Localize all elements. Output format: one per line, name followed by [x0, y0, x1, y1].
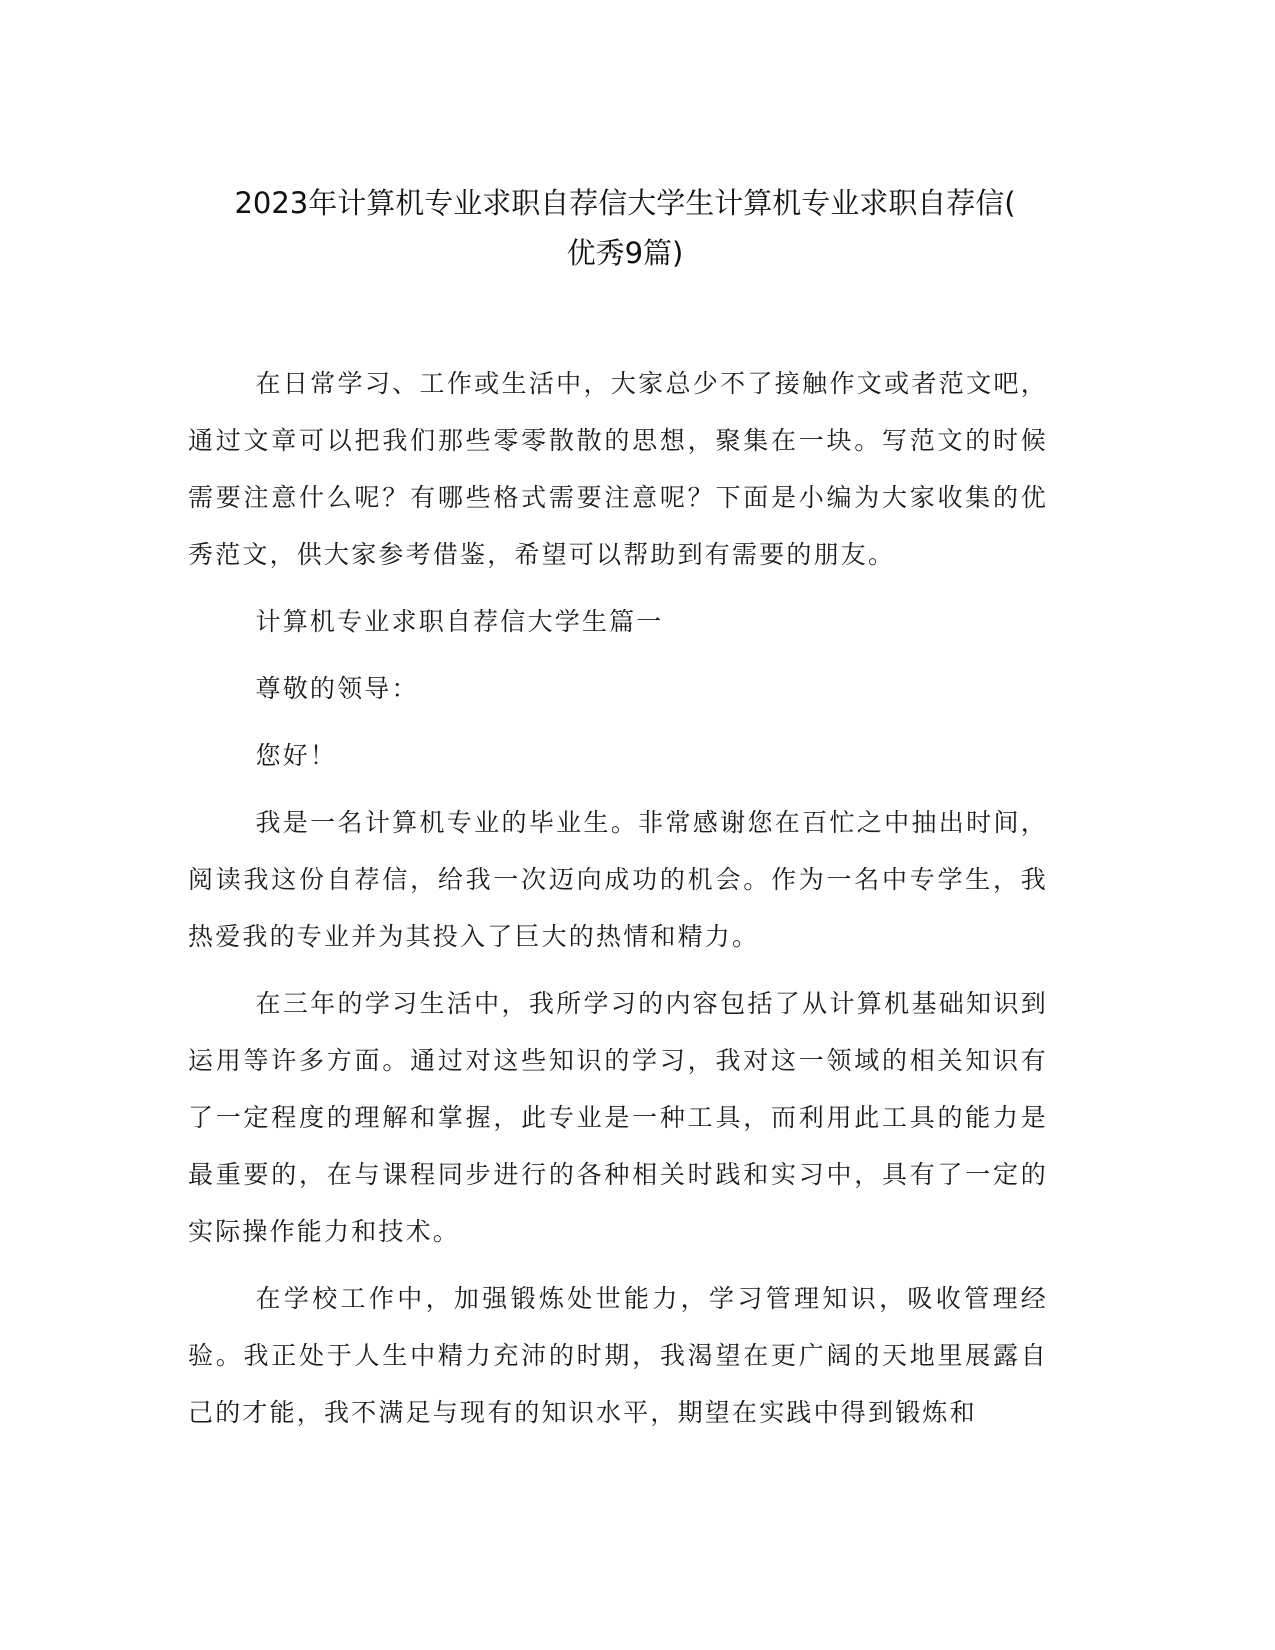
salutation: 尊敬的领导： [255, 674, 419, 703]
paragraph-intro: 在日常学习、工作或生活中，大家总少不了接触作文或者范文吧，通过文章可以把我们那些零零散散的思想，聚集在一块。写范文的时候需要注意什么呢？有哪些格式需要注意呢？下面是小编为大家收集的优秀范文，供大家参考借鉴，希望可以帮助到有需要的朋友。 [188, 369, 1048, 569]
title-line-2: 优秀9篇) [566, 236, 684, 270]
greeting: 您好！ [255, 741, 338, 770]
paragraph-self-intro: 我是一名计算机专业的毕业生。非常感谢您在百忙之中抽出时间，阅读我这份自荐信，给我一次迈向成功的机会。作为一名中专学生，我热爱我的专业并为其投入了巨大的热情和精力。 [188, 808, 1048, 951]
section-heading: 计算机专业求职自荐信大学生篇一 [255, 607, 664, 636]
document-title [180, 178, 1070, 278]
paragraph-work: 在学校工作中，加强锻炼处世能力，学习管理知识，吸收管理经验。我正处于人生中精力充沛的时期，我渴望在更广阔的天地里展露自己的才能，我不满足与现有的知识水平，期望在实践中得到锻炼和 [188, 1284, 1048, 1427]
document-body [188, 355, 1048, 1451]
title-line-1: 2023年计算机专业求职自荐信大学生计算机专业求职自荐信( [234, 186, 1016, 220]
paragraph-study: 在三年的学习生活中，我所学习的内容包括了从计算机基础知识到运用等许多方面。通过对这些知识的学习，我对这一领域的相关知识有了一定程度的理解和掌握，此专业是一种工具，而利用此工具的能力是最重要的，在与课程同步进行的各种相关时践和实习中，具有了一定的实际操作能力和技术。 [188, 989, 1048, 1246]
